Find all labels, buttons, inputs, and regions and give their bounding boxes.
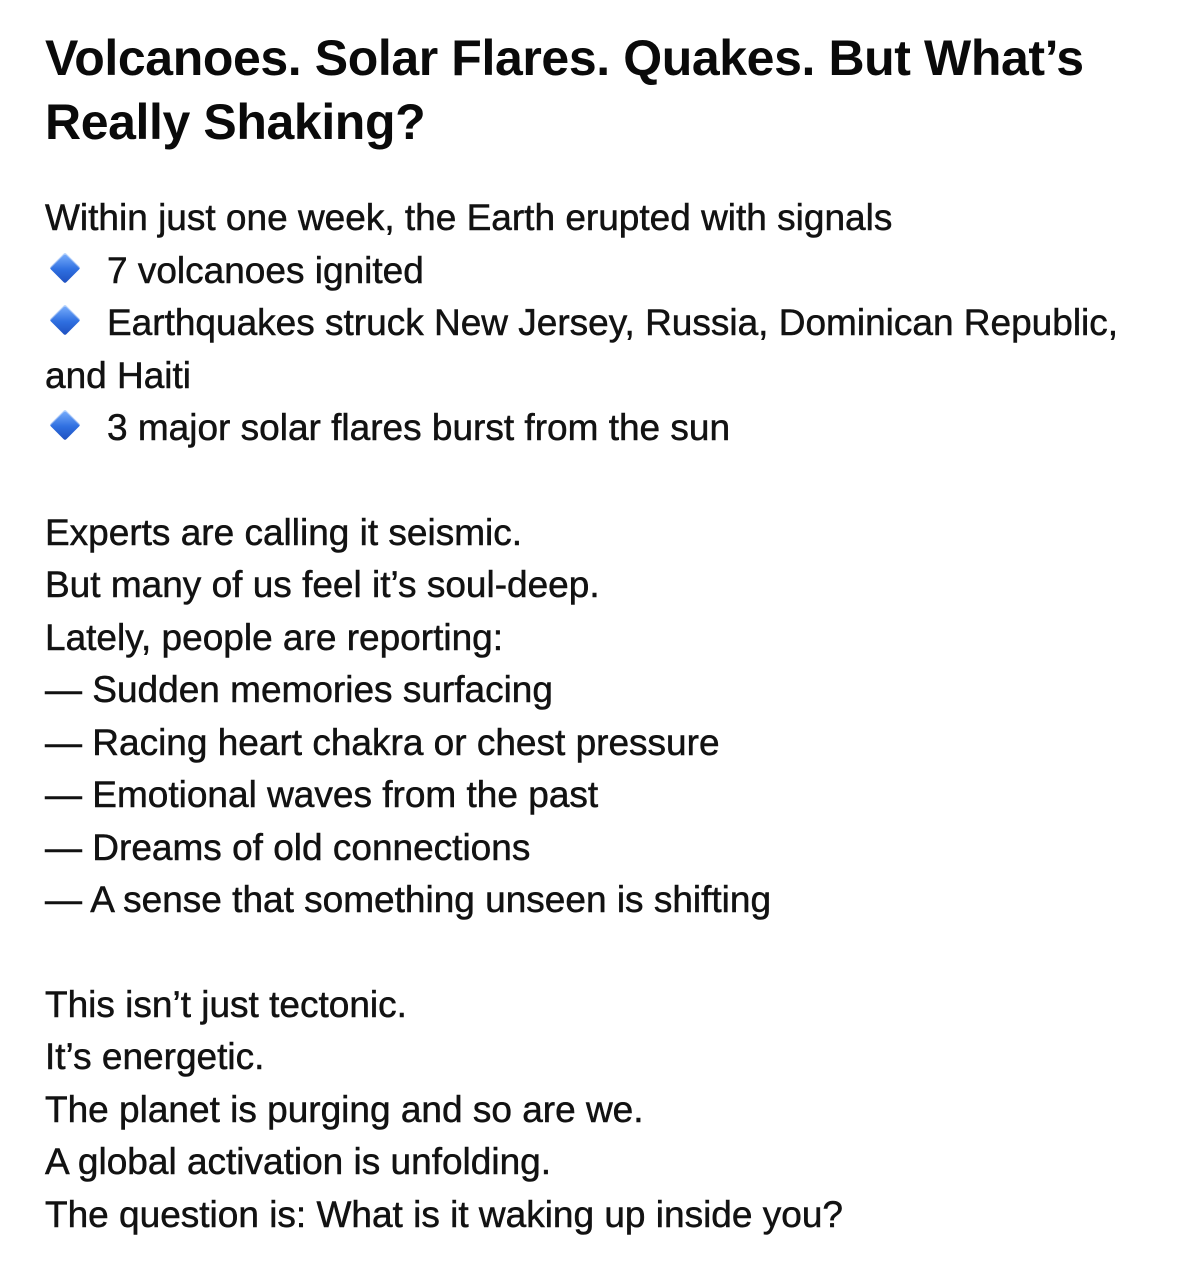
paragraph-gap [45,927,1200,979]
text-line: A global activation is unfolding. [45,1141,552,1182]
text-line: Experts are calling it seismic. [45,511,523,553]
text-line: But many of us feel it’s soul-deep. [45,564,600,605]
text-line: Lately, people are reporting: [45,616,504,658]
blue-diamond-icon [45,255,107,285]
bullet-item [45,297,1145,402]
intro-section [45,192,1200,455]
bullet-text: 3 major solar flares burst from the sun [107,407,731,448]
text-line: It’s energetic. [45,1036,265,1077]
report-item: — Emotional waves from the past [45,774,599,815]
intro-line: Within just one week, the Earth erupted with signals [45,197,893,238]
bullet-item [45,402,1200,455]
paragraph-gap [45,455,1200,507]
report-item: — Dreams of old connections [45,826,531,868]
report-item: — A sense that something unseen is shifting [45,879,772,920]
report-item: — Racing heart chakra or chest pressure [45,721,720,763]
bullet-item [45,245,1200,298]
post-title: Volcanoes. Solar Flares. Quakes. But What’s Really Shaking? [45,30,1084,150]
closing-section [45,979,1200,1242]
report-item: — Sudden memories surfacing [45,669,553,710]
blue-diamond-icon [45,412,107,442]
bullet-text: Earthquakes struck New Jersey, Russia, Dominican Republic, and Haiti [45,302,1119,396]
blue-diamond-icon [45,307,107,337]
reports-section [45,507,1200,927]
text-line: This isn’t just tectonic. [45,983,407,1025]
bullet-text: 7 volcanoes ignited [107,249,424,291]
text-line: The planet is purging and so are we. [45,1088,644,1130]
closing-question: The question is: What is it waking up inside you? [45,1193,843,1235]
